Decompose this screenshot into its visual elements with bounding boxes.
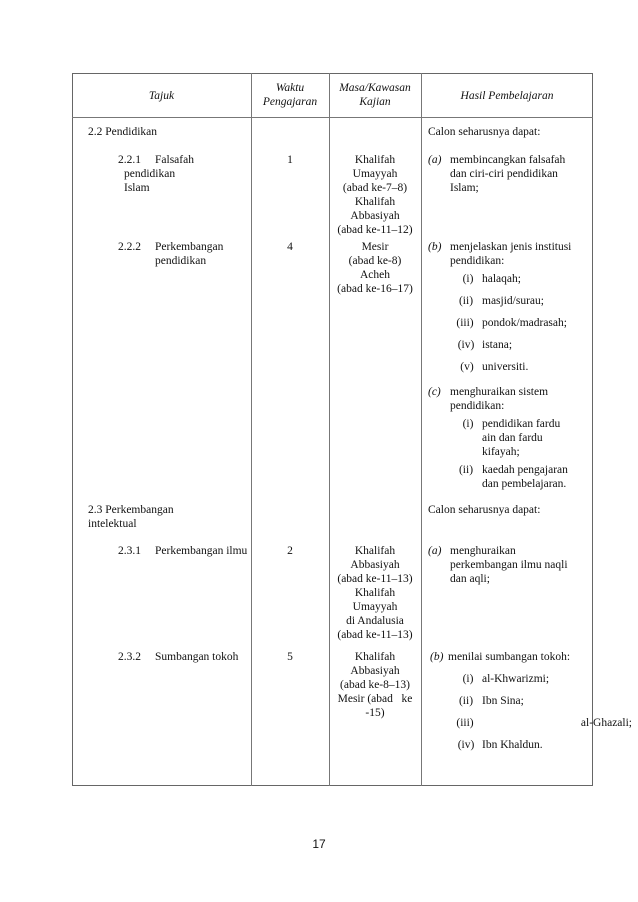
header-waktu-line: Waktu: [275, 82, 305, 94]
item-text: masjid/surau;: [482, 295, 544, 307]
item-line: pendidikan fardu: [482, 418, 561, 430]
subsection-number: 2.3.1: [118, 545, 141, 557]
masa-line: -15): [365, 707, 385, 719]
masa-line: Khalifah: [354, 651, 396, 663]
item-text: pondok/madrasah;: [482, 317, 567, 329]
outcome-marker: (b): [428, 241, 442, 253]
masa-line: di Andalusia: [346, 615, 404, 627]
outcome-line: menghuraikan: [450, 545, 516, 557]
masa-cell: [329, 544, 421, 642]
item-text: [482, 417, 560, 459]
masa-line: (abad ke-7–8): [342, 182, 408, 194]
masa-line: Mesir: [361, 241, 389, 253]
item-marker: (iv): [457, 739, 475, 751]
subsection-title: pendidikan: [155, 255, 207, 267]
item-text: universiti.: [482, 361, 529, 373]
item-text: Ibn Sina;: [482, 695, 524, 707]
masa-line: Acheh: [359, 269, 390, 281]
subsection-title: Islam: [124, 182, 150, 194]
masa-line: (abad ke-8): [348, 255, 402, 267]
subsection-number: 2.2.1: [118, 154, 141, 166]
page-number: 17: [312, 837, 326, 851]
item-line: kifayah;: [482, 446, 520, 458]
subsection-title: Perkembangan: [155, 241, 224, 253]
subsection-number: 2.3.2: [118, 651, 141, 663]
item-marker: (ii): [458, 695, 474, 707]
outcome-line: pendidikan:: [450, 255, 505, 267]
item-text: halaqah;: [482, 273, 521, 285]
outcome-text: menilai sumbangan tokoh:: [448, 651, 571, 663]
outcome-text: [450, 385, 548, 413]
outcome-line: menjelaskan jenis institusi: [450, 241, 572, 253]
item-marker: (i): [462, 418, 474, 430]
section-title-line: 2.3 Perkembangan: [88, 504, 174, 516]
calon-text: Calon seharusnya dapat:: [428, 126, 541, 138]
outcome-line: perkembangan ilmu naqli: [450, 559, 568, 571]
masa-line: (abad ke-11–13): [337, 629, 413, 641]
subsection-title: pendidikan: [124, 168, 176, 180]
waktu-value: 5: [287, 651, 293, 663]
item-text: al-Ghazali;: [580, 717, 632, 729]
item-text: [482, 463, 568, 491]
header-tajuk: Tajuk: [148, 90, 175, 102]
item-marker: (i): [462, 673, 474, 685]
subsection-title: Perkembangan ilmu: [155, 545, 248, 557]
masa-line: Abbasiyah: [350, 559, 400, 571]
outcome-line: pendidikan:: [450, 400, 505, 412]
masa-line: (abad ke-16–17): [337, 283, 413, 295]
header-hasil: Hasil Pembelajaran: [460, 90, 554, 102]
outcome-line: dan aqli;: [450, 573, 490, 585]
header-waktu-line: Pengajaran: [262, 96, 318, 108]
masa-line: (abad ke-8–13): [340, 679, 410, 691]
section-title: [88, 503, 174, 517]
masa-line: Abbasiyah: [350, 665, 400, 677]
item-marker: (iv): [457, 339, 475, 351]
outcome-text: [450, 153, 565, 195]
masa-line: Abbasiyah: [350, 210, 400, 222]
column-divider: [251, 73, 252, 786]
outcome-marker: (b): [430, 651, 444, 663]
outcome-text: [450, 240, 571, 268]
outcome-text: [450, 544, 568, 586]
calon-text: Calon seharusnya dapat:: [428, 504, 541, 516]
waktu-value: 1: [287, 154, 293, 166]
item-line: ain dan fardu: [482, 432, 543, 444]
item-marker: (i): [462, 273, 474, 285]
waktu-value: 2: [287, 545, 293, 557]
item-text: al-Khwarizmi;: [482, 673, 550, 685]
item-marker: (v): [460, 361, 474, 373]
outcome-line: dan ciri-ciri pendidikan: [450, 168, 558, 180]
outcome-marker: (c): [428, 386, 441, 398]
masa-line: Mesir (abad ke: [337, 693, 413, 705]
subsection-title: Falsafah: [155, 154, 194, 166]
item-marker: (ii): [458, 464, 474, 476]
masa-cell: [329, 153, 421, 237]
waktu-value: 4: [287, 241, 293, 253]
masa-line: Umayyah: [352, 168, 398, 180]
masa-cell: [329, 650, 421, 720]
masa-cell: [329, 240, 421, 296]
header-masa-line: Masa/Kawasan: [339, 82, 411, 94]
item-text: istana;: [482, 339, 513, 351]
item-marker: (iii): [456, 317, 474, 329]
masa-line: (abad ke-11–12): [337, 224, 413, 236]
masa-line: Umayyah: [352, 601, 398, 613]
outcome-line: menghuraikan sistem: [450, 386, 549, 398]
header-masa-line: Kajian: [359, 96, 391, 108]
outcome-marker: (a): [428, 545, 442, 557]
column-divider: [421, 73, 422, 786]
header-divider: [72, 117, 593, 118]
subsection-title: Sumbangan tokoh: [155, 651, 239, 663]
header-waktu: [251, 81, 329, 109]
section-title-line: intelektual: [88, 518, 137, 530]
item-line: kaedah pengajaran: [482, 464, 568, 476]
item-marker: (ii): [458, 295, 474, 307]
masa-line: Khalifah: [354, 545, 396, 557]
item-line: dan pembelajaran.: [482, 478, 567, 490]
item-marker: (iii): [456, 717, 474, 729]
header-masa: [329, 81, 421, 109]
outcome-line: Islam;: [450, 182, 479, 194]
section-title: 2.2 Pendidikan: [88, 126, 157, 138]
outcome-line: membincangkan falsafah: [450, 154, 566, 166]
masa-line: Khalifah: [354, 154, 396, 166]
subsection-number: 2.2.2: [118, 241, 141, 253]
masa-line: (abad ke-11–13): [337, 573, 413, 585]
masa-line: Khalifah: [354, 587, 396, 599]
masa-line: Khalifah: [354, 196, 396, 208]
outcome-marker: (a): [428, 154, 442, 166]
item-text: Ibn Khaldun.: [482, 739, 543, 751]
